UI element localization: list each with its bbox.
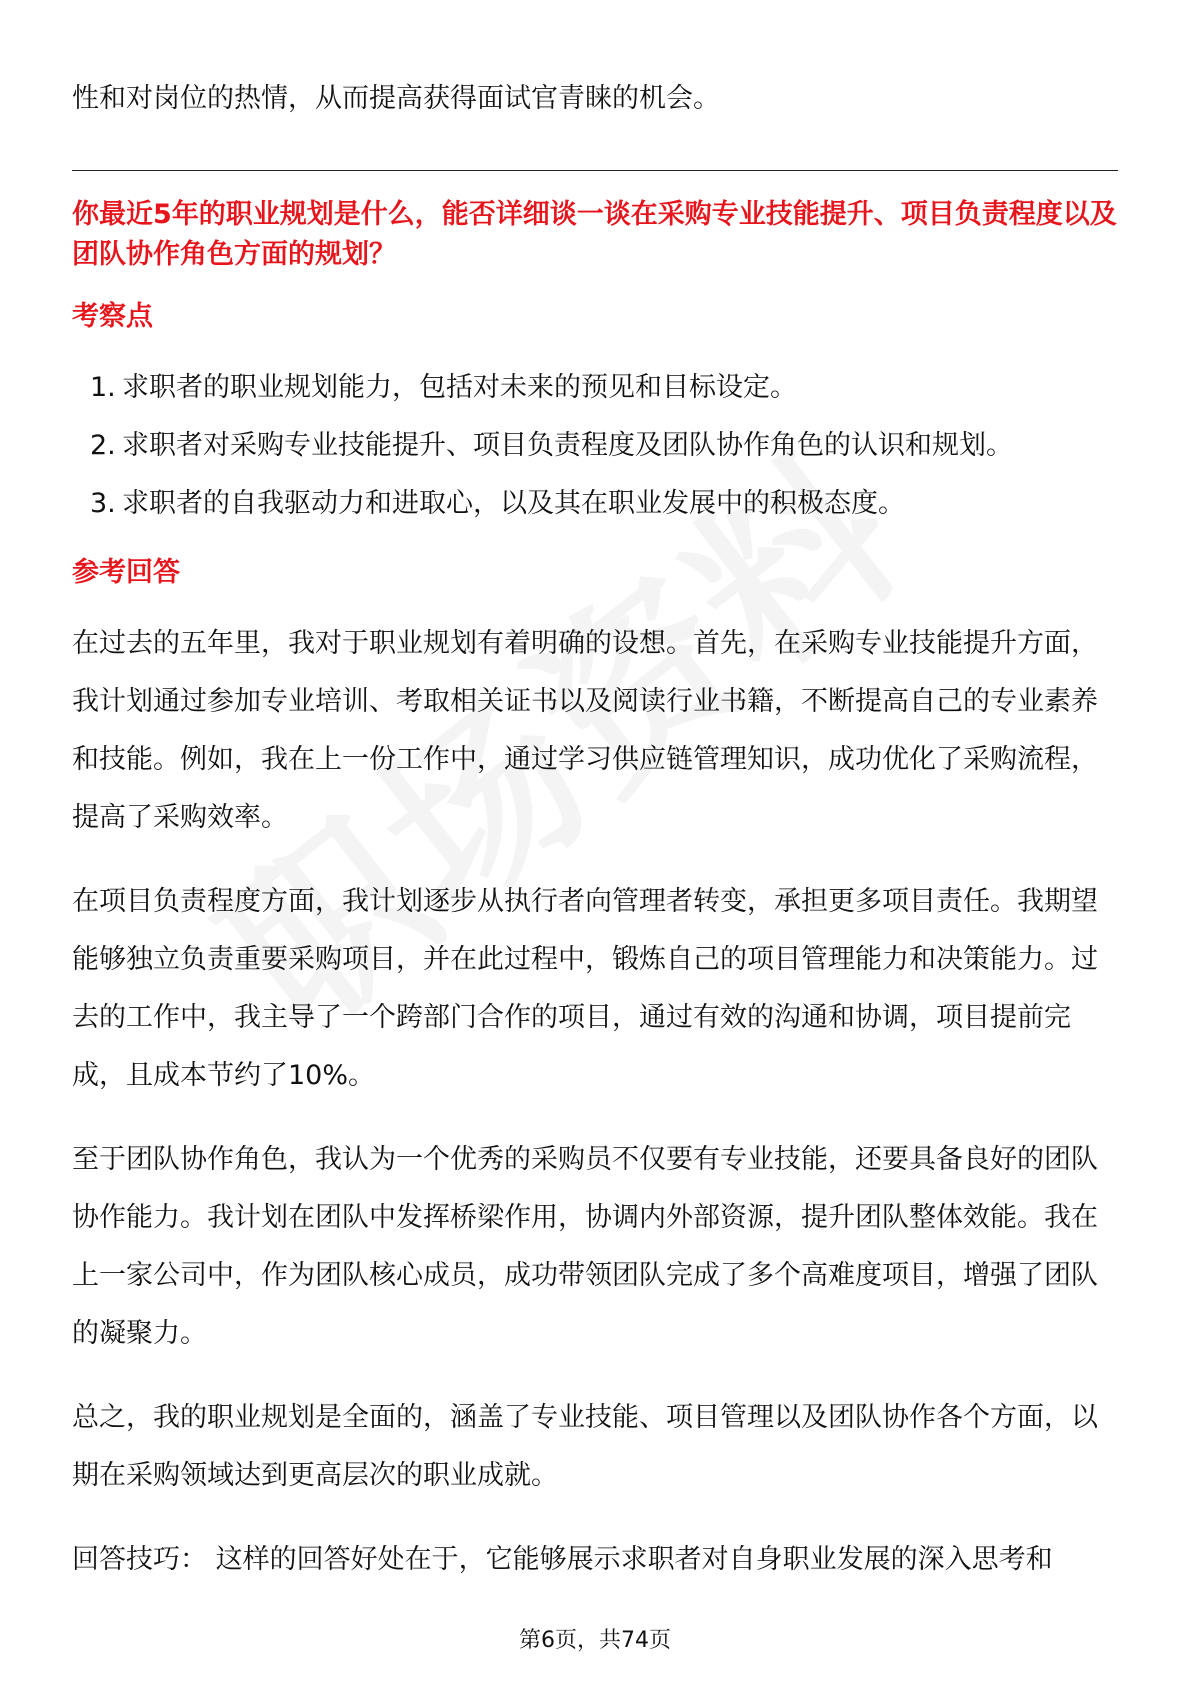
page-content [72,70,1118,1589]
list-item-number: 3. [90,488,116,519]
page-number: 第6页，共74页 [519,1628,671,1653]
list-item [72,475,1118,533]
considerations-list [72,359,1118,533]
list-item [72,417,1118,475]
section-divider [72,170,1118,171]
list-item-number: 2. [90,430,116,461]
answer-paragraph-3: 至于团队协作角色，我认为一个优秀的采购员不仅要有专业技能，还要具备良好的团队协作能力。我计划在团队中发挥桥梁作用，协调内外部资源，提升团队整体效能。我在上一家公司中，作为团队核心成员，成功带领团队完成了多个高难度项目，增强了团队的凝聚力。 [72,1144,1098,1349]
list-item-number: 1. [90,372,116,403]
answer-paragraph-2: 在项目负责程度方面，我计划逐步从执行者向管理者转变，承担更多项目责任。我期望能够独立负责重要采购项目，并在此过程中，锻炼自己的项目管理能力和决策能力。过去的工作中，我主导了一个跨部门合作的项目，通过有效的沟通和协调，项目提前完成，且成本节约了10%。 [72,886,1098,1091]
list-item-text: 求职者的职业规划能力，包括对未来的预见和目标设定。 [122,372,797,403]
continued-text: 性和对岗位的热情，从而提高获得面试官青睐的机会。 [72,83,720,114]
answer-heading: 参考回答 [72,557,180,588]
answer-paragraph-1: 在过去的五年里，我对于职业规划有着明确的设想。首先，在采购专业技能提升方面，我计划通过参加专业培训、考取相关证书以及阅读行业书籍，不断提高自己的专业素养和技能。例如，我在上一份工作中，通过学习供应链管理知识，成功优化了采购流程，提高了采购效率。 [72,628,1098,833]
list-item-text: 求职者的自我驱动力和进取心，以及其在职业发展中的积极态度。 [122,488,905,519]
list-item-text: 求职者对采购专业技能提升、项目负责程度及团队协作角色的认识和规划。 [122,430,1013,461]
interview-question: 你最近5年的职业规划是什么，能否详细谈一谈在采购专业技能提升、项目负责程度以及团队协作角色方面的规划？ [72,199,1117,270]
answer-tips: 回答技巧： 这样的回答好处在于，它能够展示求职者对自身职业发展的深入思考和 [72,1544,1053,1575]
considerations-heading: 考察点 [72,301,153,332]
answer-paragraph-4: 总之，我的职业规划是全面的，涵盖了专业技能、项目管理以及团队协作各个方面，以期在采购领域达到更高层次的职业成就。 [72,1402,1098,1491]
list-item [72,359,1118,417]
